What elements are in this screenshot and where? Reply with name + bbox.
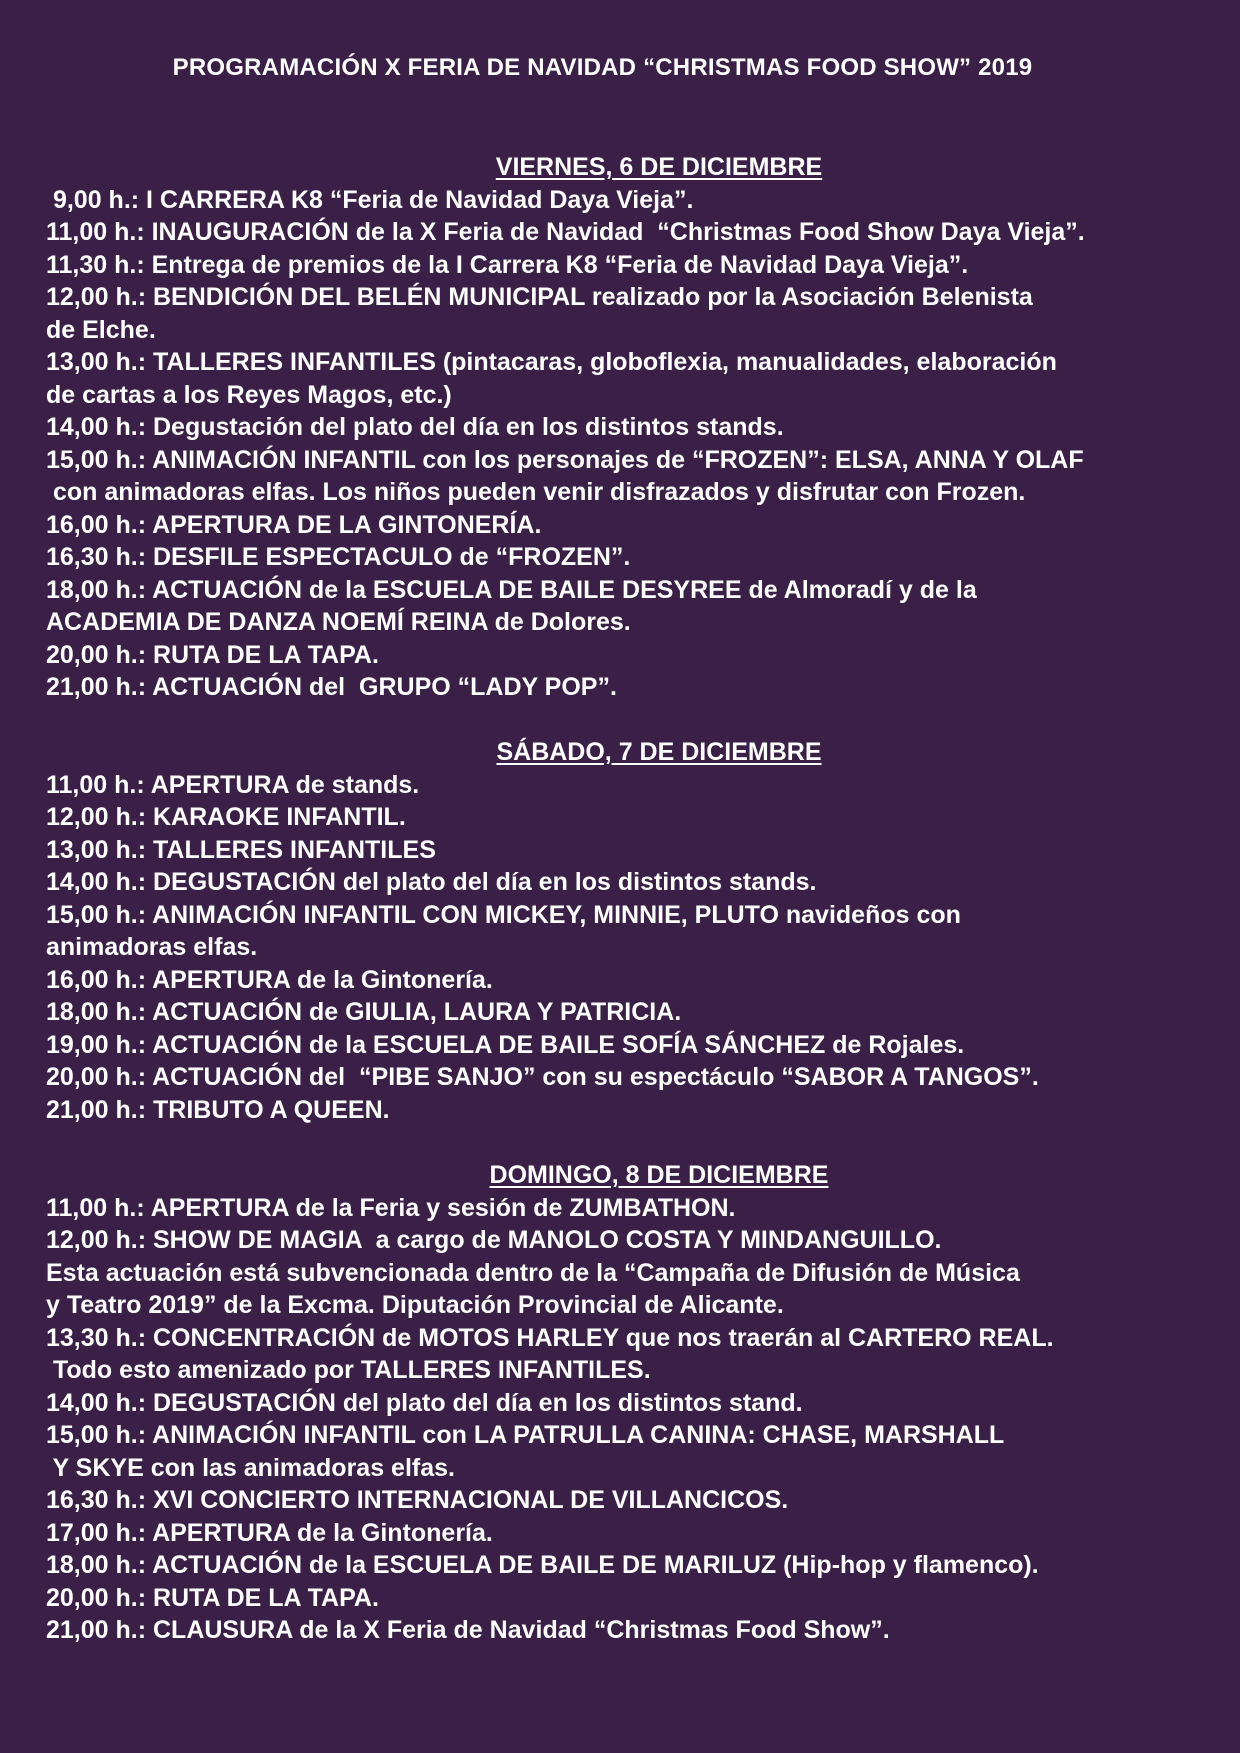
schedule-line: animadoras elfas.: [46, 933, 258, 961]
schedule-line: 21,00 h.: TRIBUTO A QUEEN.: [46, 1095, 390, 1124]
schedule-line: 16,00 h.: APERTURA de la Gintonería.: [46, 965, 493, 994]
schedule-line: 18,00 h.: ACTUACIÓN de la ESCUELA DE BAILE DESYREE de Almoradí y de la: [46, 575, 977, 604]
schedule-line: 19,00 h.: ACTUACIÓN de la ESCUELA DE BAILE SOFÍA SÁNCHEZ de Rojales.: [46, 1030, 965, 1059]
schedule-line: 14,00 h.: DEGUSTACIÓN del plato del día en los distintos stand.: [46, 1388, 803, 1417]
schedule-line: 16,30 h.: XVI CONCIERTO INTERNACIONAL DE VILLANCICOS.: [46, 1486, 789, 1514]
schedule-line: de cartas a los Reyes Magos, etc.): [46, 380, 452, 409]
schedule-line: 15,00 h.: ANIMACIÓN INFANTIL con los personajes de “FROZEN”: ELSA, ANNA Y OLAF: [46, 445, 1084, 474]
page-title: PROGRAMACIÓN X FERIA DE NAVIDAD “CHRISTMAS FOOD SHOW” 2019: [172, 54, 1033, 81]
schedule-line: 20,00 h.: ACTUACIÓN del “PIBE SANJO” con su espectáculo “SABOR A TANGOS”.: [46, 1063, 1039, 1091]
schedule-line: ACADEMIA DE DANZA NOEMÍ REINA de Dolores.: [46, 608, 631, 636]
schedule-line: 21,00 h.: CLAUSURA de la X Feria de Navidad “Christmas Food Show”.: [46, 1616, 890, 1644]
day-heading: DOMINGO, 8 DE DICIEMBRE: [489, 1161, 829, 1189]
schedule-line: 21,00 h.: ACTUACIÓN del GRUPO “LADY POP”.: [46, 673, 617, 701]
day-section-saturday: [46, 736, 1206, 1126]
schedule-line: de Elche.: [46, 315, 156, 344]
schedule-line: 12,00 h.: BENDICIÓN DEL BELÉN MUNICIPAL realizado por la Asociación Belenista: [46, 283, 1033, 311]
schedule-list: [46, 769, 1206, 1127]
schedule-list: [46, 1192, 1206, 1647]
schedule-line: 9,00 h.: I CARRERA K8 “Feria de Navidad Daya Vieja”.: [46, 185, 694, 214]
schedule-line: 20,00 h.: RUTA DE LA TAPA.: [46, 640, 379, 669]
schedule-line: y Teatro 2019” de la Excma. Diputación Provincial de Alicante.: [46, 1291, 784, 1319]
schedule-line: 16,30 h.: DESFILE ESPECTACULO de “FROZEN”.: [46, 543, 631, 571]
day-heading: SÁBADO, 7 DE DICIEMBRE: [496, 738, 822, 766]
schedule-line: 20,00 h.: RUTA DE LA TAPA.: [46, 1583, 379, 1612]
day-section-friday: [46, 151, 1206, 704]
schedule-line: Y SKYE con las animadoras elfas.: [46, 1453, 455, 1482]
schedule-line: 13,00 h.: TALLERES INFANTILES: [46, 835, 436, 864]
schedule-line: Esta actuación está subvencionada dentro de la “Campaña de Difusión de Música: [46, 1258, 1020, 1287]
schedule-line: con animadoras elfas. Los niños pueden venir disfrazados y disfrutar con Frozen.: [46, 478, 1026, 506]
schedule-line: 11,00 h.: INAUGURACIÓN de la X Feria de Navidad “Christmas Food Show Daya Vieja”.: [46, 218, 1085, 246]
schedule-line: 11,00 h.: APERTURA de la Feria y sesión de ZUMBATHON.: [46, 1193, 736, 1222]
day-heading: VIERNES, 6 DE DICIEMBRE: [495, 153, 823, 181]
schedule-line: 12,00 h.: SHOW DE MAGIA a cargo de MANOLO COSTA Y MINDANGUILLO.: [46, 1226, 942, 1254]
schedule-line: 18,00 h.: ACTUACIÓN de la ESCUELA DE BAILE DE MARILUZ (Hip-hop y flamenco).: [46, 1551, 1039, 1579]
schedule-line: 15,00 h.: ANIMACIÓN INFANTIL CON MICKEY, MINNIE, PLUTO navideños con: [46, 900, 961, 929]
schedule-line: 13,00 h.: TALLERES INFANTILES (pintacaras, globoflexia, manualidades, elaboración: [46, 348, 1057, 376]
day-section-sunday: [46, 1159, 1206, 1647]
schedule-line: 17,00 h.: APERTURA de la Gintonería.: [46, 1518, 493, 1547]
schedule-line: 11,00 h.: APERTURA de stands.: [46, 770, 420, 799]
schedule-list: [46, 184, 1206, 704]
schedule-line: 14,00 h.: Degustación del plato del día en los distintos stands.: [46, 413, 784, 441]
schedule-line: 12,00 h.: KARAOKE INFANTIL.: [46, 803, 406, 831]
schedule-line: 16,00 h.: APERTURA DE LA GINTONERÍA.: [46, 510, 542, 539]
schedule-line: Todo esto amenizado por TALLERES INFANTILES.: [46, 1356, 651, 1384]
schedule-line: 15,00 h.: ANIMACIÓN INFANTIL con LA PATRULLA CANINA: CHASE, MARSHALL: [46, 1421, 1005, 1449]
schedule-line: 14,00 h.: DEGUSTACIÓN del plato del día en los distintos stands.: [46, 868, 817, 896]
schedule-line: 11,30 h.: Entrega de premios de la I Carrera K8 “Feria de Navidad Daya Vieja”.: [46, 250, 969, 279]
schedule-line: 13,30 h.: CONCENTRACIÓN de MOTOS HARLEY que nos traerán al CARTERO REAL.: [46, 1323, 1054, 1352]
schedule-line: 18,00 h.: ACTUACIÓN de GIULIA, LAURA Y PATRICIA.: [46, 998, 682, 1026]
